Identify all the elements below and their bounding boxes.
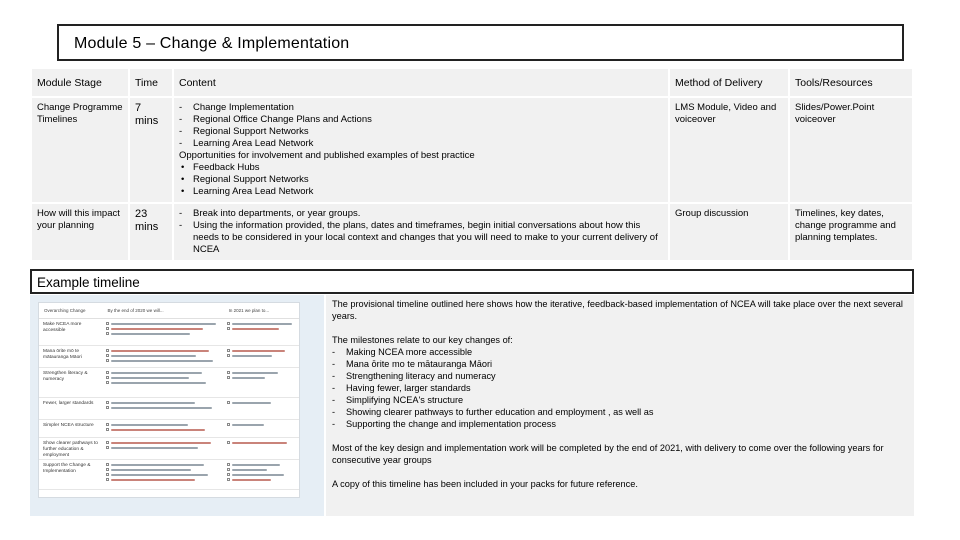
header-module-stage: Module Stage — [32, 69, 128, 96]
text-placeholder-bar — [232, 372, 278, 374]
timeline-row — [39, 346, 299, 368]
header-tools: Tools/Resources — [790, 69, 912, 96]
timeline-line — [106, 322, 221, 325]
list-item: - Regional Support Networks — [179, 126, 663, 138]
list-item: - Supporting the change and implementation process — [332, 418, 908, 430]
table-header-row — [32, 69, 912, 96]
completion-text: Most of the key design and implementation work will be completed by the end of 2021, with delivery to come over the following years for consecutive year groups — [332, 443, 884, 465]
text-placeholder-bar — [232, 479, 271, 481]
timeline-line — [106, 381, 221, 384]
text-placeholder-bar — [232, 402, 271, 404]
timeline-intro: The provisional timeline outlined here shows how the iterative, feedback-based implementation of NCEA will take place over the next several years. — [332, 299, 903, 321]
example-timeline-heading: Example timeline — [30, 269, 914, 294]
checkbox-icon — [106, 441, 109, 444]
checkbox-icon — [227, 349, 230, 352]
row2-time: 23 mins — [130, 204, 172, 260]
checkbox-icon — [106, 322, 109, 325]
timeline-line — [106, 406, 221, 409]
text-placeholder-bar — [111, 407, 212, 409]
list-item: - Having fewer, larger standards — [332, 382, 908, 394]
copy-note: A copy of this timeline has been included in your packs for future reference. — [332, 479, 638, 489]
text-placeholder-bar — [232, 474, 284, 476]
checkbox-icon — [106, 354, 109, 357]
row1-method: LMS Module, Video and voiceover — [670, 98, 788, 202]
text-placeholder-bar — [111, 464, 204, 466]
checkbox-icon — [106, 359, 109, 362]
checkbox-icon — [227, 468, 230, 471]
timeline-line — [227, 401, 296, 404]
text-placeholder-bar — [111, 323, 216, 325]
checkbox-icon — [106, 478, 109, 481]
checkbox-icon — [106, 349, 109, 352]
list-item: • Regional Support Networks — [179, 174, 663, 186]
timeline-line — [106, 441, 221, 444]
timeline-line — [106, 423, 221, 426]
text-placeholder-bar — [111, 424, 188, 426]
timeline-row-cell — [224, 368, 299, 397]
timeline-line — [227, 441, 296, 444]
row1-stage: Change Programme Timelines — [32, 98, 128, 202]
timeline-row-label: Support the Change & Implementation — [43, 463, 91, 474]
list-item: - Change Implementation — [179, 102, 663, 114]
row1-content — [174, 98, 668, 202]
checkbox-icon — [227, 423, 230, 426]
text-placeholder-bar — [232, 350, 285, 352]
list-item: • Feedback Hubs — [179, 162, 663, 174]
checkbox-icon — [227, 376, 230, 379]
timeline-header-col2: By the end of 2020 we will... — [107, 308, 164, 313]
timeline-header-col1: Overarching Change — [44, 308, 86, 313]
text-placeholder-bar — [232, 377, 265, 379]
checkbox-icon — [106, 401, 109, 404]
table-row — [32, 98, 912, 202]
text-placeholder-bar — [232, 464, 280, 466]
milestones-intro: The milestones relate to our key changes of: — [332, 335, 513, 345]
timeline-row — [39, 398, 299, 420]
list-item: • Learning Area Lead Network — [179, 186, 663, 198]
timeline-line — [106, 468, 221, 471]
timeline-row-label: Show clearer pathways to further education & employment — [43, 441, 98, 458]
header-time: Time — [130, 69, 172, 96]
list-item: - Break into departments, or year groups. — [179, 208, 663, 220]
text-placeholder-bar — [111, 350, 209, 352]
timeline-line — [106, 376, 221, 379]
row1-time: 7 mins — [130, 98, 172, 202]
checkbox-icon — [227, 478, 230, 481]
checkbox-icon — [227, 473, 230, 476]
timeline-line — [106, 446, 221, 449]
list-item: - Mana ōrite mo te mātauranga Māori — [332, 358, 908, 370]
checkbox-icon — [106, 406, 109, 409]
timeline-line — [227, 463, 296, 466]
checkbox-icon — [106, 327, 109, 330]
milestones-list — [332, 346, 908, 430]
timeline-row-cell — [224, 438, 299, 459]
checkbox-icon — [106, 468, 109, 471]
timeline-thumbnail-rows — [39, 319, 299, 490]
timeline-line — [227, 473, 296, 476]
table-row — [32, 204, 912, 260]
text-placeholder-bar — [111, 474, 208, 476]
timeline-line — [106, 349, 221, 352]
timeline-line — [106, 354, 221, 357]
timeline-row-cell — [224, 398, 299, 419]
timeline-row-cell — [224, 420, 299, 437]
timeline-line — [106, 371, 221, 374]
checkbox-icon — [106, 423, 109, 426]
timeline-row-label: Mana ōrite mō te mātauranga Māori — [43, 349, 82, 360]
timeline-row — [39, 460, 299, 490]
header-content: Content — [174, 69, 668, 96]
checkbox-icon — [106, 428, 109, 431]
module-table — [30, 67, 914, 262]
checkbox-icon — [106, 371, 109, 374]
text-placeholder-bar — [111, 447, 198, 449]
timeline-row-label: Simpler NCEA structure — [43, 423, 94, 428]
timeline-row-cell — [224, 346, 299, 367]
checkbox-icon — [227, 322, 230, 325]
timeline-row-cell — [103, 368, 224, 397]
row2-tools: Timelines, key dates, change programme and planning templates. — [790, 204, 912, 260]
text-placeholder-bar — [111, 328, 203, 330]
timeline-line — [106, 332, 221, 335]
timeline-line — [227, 376, 296, 379]
timeline-row-cell — [103, 438, 224, 459]
text-placeholder-bar — [232, 323, 292, 325]
text-placeholder-bar — [111, 382, 206, 384]
text-placeholder-bar — [111, 429, 205, 431]
timeline-line — [106, 473, 221, 476]
timeline-line — [227, 468, 296, 471]
text-placeholder-bar — [232, 442, 287, 444]
list-item: - Showing clearer pathways to further education and employment , as well as — [332, 406, 908, 418]
timeline-line — [106, 428, 221, 431]
timeline-row-label: Strengthen literacy & numeracy — [43, 371, 88, 382]
list-item: - Making NCEA more accessible — [332, 346, 908, 358]
row1-subheading: Opportunities for involvement and published examples of best practice — [179, 150, 475, 161]
timeline-row — [39, 438, 299, 460]
checkbox-icon — [106, 376, 109, 379]
timeline-row-label: Fewer, larger standards — [43, 401, 94, 406]
text-placeholder-bar — [111, 355, 196, 357]
checkbox-icon — [106, 332, 109, 335]
timeline-line — [106, 359, 221, 362]
timeline-image-panel — [30, 295, 324, 516]
timeline-line — [106, 478, 221, 481]
checkbox-icon — [106, 473, 109, 476]
timeline-line — [106, 463, 221, 466]
checkbox-icon — [106, 381, 109, 384]
checkbox-icon — [106, 446, 109, 449]
list-item: - Learning Area Lead Network — [179, 138, 663, 150]
timeline-line — [227, 349, 296, 352]
checkbox-icon — [227, 327, 230, 330]
timeline-row — [39, 420, 299, 438]
checkbox-icon — [227, 354, 230, 357]
timeline-description — [326, 295, 914, 516]
checkbox-icon — [227, 371, 230, 374]
timeline-row — [39, 368, 299, 398]
list-item: - Strengthening literacy and numeracy — [332, 370, 908, 382]
row2-stage: How will this impact your planning — [32, 204, 128, 260]
text-placeholder-bar — [111, 469, 191, 471]
timeline-line — [227, 371, 296, 374]
timeline-row-cell — [103, 319, 224, 345]
timeline-row-cell — [103, 420, 224, 437]
text-placeholder-bar — [232, 424, 264, 426]
row2-method: Group discussion — [670, 204, 788, 260]
row1-tools: Slides/Power.Point voiceover — [790, 98, 912, 202]
timeline-thumbnail-header — [39, 303, 299, 319]
timeline-row-cell — [224, 319, 299, 345]
text-placeholder-bar — [111, 333, 190, 335]
timeline-line — [227, 327, 296, 330]
text-placeholder-bar — [232, 328, 279, 330]
checkbox-icon — [106, 463, 109, 466]
text-placeholder-bar — [111, 372, 202, 374]
checkbox-icon — [227, 441, 230, 444]
timeline-row-label: Make NCEA more accessible — [43, 322, 82, 333]
timeline-row-cell — [103, 398, 224, 419]
timeline-row-cell — [224, 460, 299, 489]
row2-content — [174, 204, 668, 260]
text-placeholder-bar — [111, 442, 211, 444]
timeline-line — [106, 327, 221, 330]
text-placeholder-bar — [111, 402, 195, 404]
timeline-row-cell — [103, 346, 224, 367]
timeline-line — [227, 478, 296, 481]
timeline-line — [227, 354, 296, 357]
timeline-thumbnail — [38, 302, 300, 498]
text-placeholder-bar — [111, 360, 213, 362]
timeline-line — [227, 423, 296, 426]
list-item: - Simplifying NCEA's structure — [332, 394, 908, 406]
text-placeholder-bar — [232, 469, 267, 471]
page-title: Module 5 – Change & Implementation — [57, 24, 904, 61]
list-item: - Using the information provided, the plans, dates and timeframes, begin initial conversations about how this needs to be considered in your local context and changes that you will need to make to your current delivery of NCEA — [179, 220, 663, 256]
timeline-row — [39, 319, 299, 346]
checkbox-icon — [227, 463, 230, 466]
timeline-line — [106, 401, 221, 404]
timeline-row-cell — [103, 460, 224, 489]
header-method: Method of Delivery — [670, 69, 788, 96]
timeline-header-col3: In 2021 we plan to... — [228, 308, 270, 313]
timeline-line — [227, 322, 296, 325]
list-item: - Regional Office Change Plans and Actions — [179, 114, 663, 126]
text-placeholder-bar — [111, 377, 189, 379]
text-placeholder-bar — [111, 479, 195, 481]
text-placeholder-bar — [232, 355, 272, 357]
checkbox-icon — [227, 401, 230, 404]
